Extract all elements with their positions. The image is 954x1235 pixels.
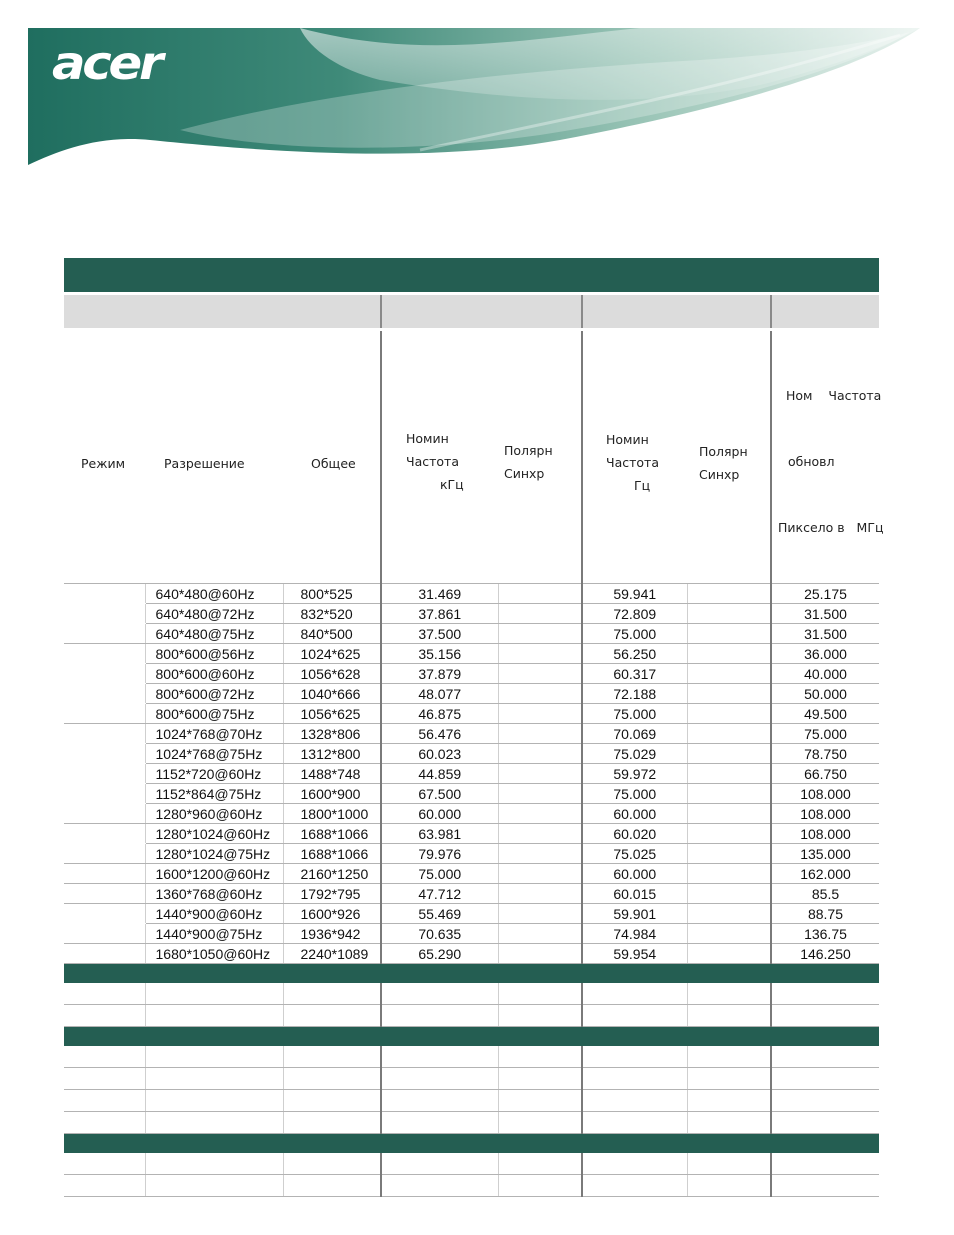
total-cell: 1488*748	[283, 764, 381, 784]
col-vpol-header: Полярн Синхр	[687, 331, 771, 584]
col-hpol-header: Полярн Синхр	[498, 331, 582, 584]
table-row	[64, 844, 879, 864]
table-row	[64, 684, 879, 704]
table-row	[64, 884, 879, 904]
vfreq-cell: 70.069	[582, 724, 687, 744]
vfreq-cell: 59.954	[582, 944, 687, 964]
hfreq-cell: 46.875	[381, 704, 498, 724]
section-bar-2	[64, 964, 879, 984]
resolution-cell: 1680*1050@60Hz	[145, 944, 283, 964]
table-row	[64, 704, 879, 724]
hpol-cell	[498, 864, 582, 884]
resolution-cell: 800*600@60Hz	[145, 664, 283, 684]
resolution-cell: 1440*900@60Hz	[145, 904, 283, 924]
hfreq-cell: 79.976	[381, 844, 498, 864]
hpol-cell	[498, 644, 582, 664]
hpol-cell	[498, 944, 582, 964]
table-row	[64, 864, 879, 884]
mode-cell	[64, 924, 145, 944]
resolution-cell: 800*600@56Hz	[145, 644, 283, 664]
pixel-cell: 40.000	[771, 664, 879, 684]
table-row	[64, 1153, 879, 1175]
hfreq-cell: 63.981	[381, 824, 498, 844]
vpol-cell	[687, 924, 771, 944]
resolution-cell: 1280*960@60Hz	[145, 804, 283, 824]
pixel-cell: 31.500	[771, 624, 879, 644]
vpol-cell	[687, 944, 771, 964]
mode-cell	[64, 784, 145, 804]
table-row	[64, 944, 879, 964]
hpol-cell	[498, 784, 582, 804]
resolution-cell: 640*480@60Hz	[145, 584, 283, 604]
hfreq-cell: 60.000	[381, 804, 498, 824]
table-row	[64, 1090, 879, 1112]
hfreq-cell: 56.476	[381, 724, 498, 744]
hpol-cell	[498, 744, 582, 764]
mode-cell	[64, 844, 145, 864]
resolution-cell: 1360*768@60Hz	[145, 884, 283, 904]
col-pixel-header: Ном Частота обновл Пиксело в МГц	[771, 331, 879, 584]
vfreq-cell: 72.188	[582, 684, 687, 704]
col-hfreq-header: Номин Частота кГц	[381, 331, 498, 584]
table-row	[64, 1068, 879, 1090]
vpol-cell	[687, 744, 771, 764]
vfreq-cell: 60.000	[582, 864, 687, 884]
table-row	[64, 824, 879, 844]
mode-cell	[64, 584, 145, 604]
hfreq-cell: 44.859	[381, 764, 498, 784]
resolution-cell: 1152*720@60Hz	[145, 764, 283, 784]
total-cell: 1328*806	[283, 724, 381, 744]
total-cell: 1688*1066	[283, 824, 381, 844]
mode-cell	[64, 904, 145, 924]
vpol-cell	[687, 644, 771, 664]
mode-cell	[64, 744, 145, 764]
total-cell: 1024*625	[283, 644, 381, 664]
total-cell: 1056*625	[283, 704, 381, 724]
hpol-cell	[498, 804, 582, 824]
table-row	[64, 664, 879, 684]
vfreq-cell: 75.000	[582, 704, 687, 724]
hfreq-cell: 65.290	[381, 944, 498, 964]
table-row	[64, 1046, 879, 1068]
total-cell: 1040*666	[283, 684, 381, 704]
table-row	[64, 584, 879, 604]
vfreq-cell: 74.984	[582, 924, 687, 944]
mode-cell	[64, 944, 145, 964]
vpol-cell	[687, 844, 771, 864]
hfreq-cell: 37.861	[381, 604, 498, 624]
timing-table	[64, 258, 884, 1197]
vfreq-cell: 72.809	[582, 604, 687, 624]
hfreq-cell: 75.000	[381, 864, 498, 884]
vfreq-cell: 60.000	[582, 804, 687, 824]
table-row	[64, 724, 879, 744]
total-cell: 2160*1250	[283, 864, 381, 884]
vpol-cell	[687, 784, 771, 804]
table-row	[64, 604, 879, 624]
hfreq-cell: 35.156	[381, 644, 498, 664]
hpol-cell	[498, 604, 582, 624]
pixel-cell: 146.250	[771, 944, 879, 964]
table-row	[64, 1005, 879, 1027]
mode-cell	[64, 824, 145, 844]
vfreq-cell: 59.972	[582, 764, 687, 784]
pixel-cell: 108.000	[771, 804, 879, 824]
hpol-cell	[498, 684, 582, 704]
pixel-cell: 50.000	[771, 684, 879, 704]
table-row	[64, 624, 879, 644]
total-cell: 1600*900	[283, 784, 381, 804]
hfreq-cell: 37.500	[381, 624, 498, 644]
vpol-cell	[687, 584, 771, 604]
vfreq-cell: 56.250	[582, 644, 687, 664]
resolution-cell: 1024*768@70Hz	[145, 724, 283, 744]
resolution-cell: 640*480@75Hz	[145, 624, 283, 644]
pixel-cell: 108.000	[771, 824, 879, 844]
total-cell: 1600*926	[283, 904, 381, 924]
pixel-cell: 135.000	[771, 844, 879, 864]
pixel-cell: 88.75	[771, 904, 879, 924]
hfreq-cell: 55.469	[381, 904, 498, 924]
table-row	[64, 644, 879, 664]
pixel-cell: 66.750	[771, 764, 879, 784]
table-row	[64, 744, 879, 764]
pixel-cell: 25.175	[771, 584, 879, 604]
table-row	[64, 1175, 879, 1197]
total-cell: 840*500	[283, 624, 381, 644]
table-row	[64, 924, 879, 944]
hfreq-cell: 70.635	[381, 924, 498, 944]
pixel-cell: 75.000	[771, 724, 879, 744]
hfreq-cell: 37.879	[381, 664, 498, 684]
total-cell: 1312*800	[283, 744, 381, 764]
section-bar-3	[64, 1027, 879, 1047]
vfreq-cell: 75.000	[582, 784, 687, 804]
hpol-cell	[498, 884, 582, 904]
vpol-cell	[687, 884, 771, 904]
vpol-cell	[687, 804, 771, 824]
mode-cell	[64, 684, 145, 704]
hpol-cell	[498, 704, 582, 724]
total-cell: 1800*1000	[283, 804, 381, 824]
table-row	[64, 764, 879, 784]
mode-cell	[64, 604, 145, 624]
pixel-cell: 36.000	[771, 644, 879, 664]
hfreq-cell: 48.077	[381, 684, 498, 704]
mode-cell	[64, 864, 145, 884]
vpol-cell	[687, 864, 771, 884]
table-row	[64, 904, 879, 924]
vfreq-cell: 60.317	[582, 664, 687, 684]
vpol-cell	[687, 724, 771, 744]
col-mode-header: Режим	[64, 331, 145, 584]
pixel-cell: 108.000	[771, 784, 879, 804]
total-cell: 1688*1066	[283, 844, 381, 864]
section-bar-4	[64, 1134, 879, 1154]
vpol-cell	[687, 764, 771, 784]
col-resolution-header: Разрешение	[145, 331, 283, 584]
table-row	[64, 1112, 879, 1134]
total-cell: 1936*942	[283, 924, 381, 944]
vpol-cell	[687, 624, 771, 644]
table-row	[64, 983, 879, 1005]
vpol-cell	[687, 664, 771, 684]
resolution-cell: 1280*1024@75Hz	[145, 844, 283, 864]
mode-cell	[64, 664, 145, 684]
hpol-cell	[498, 844, 582, 864]
hpol-cell	[498, 904, 582, 924]
hfreq-cell: 60.023	[381, 744, 498, 764]
total-cell: 1792*795	[283, 884, 381, 904]
resolution-cell: 640*480@72Hz	[145, 604, 283, 624]
pixel-cell: 136.75	[771, 924, 879, 944]
hfreq-cell: 67.500	[381, 784, 498, 804]
mode-cell	[64, 724, 145, 744]
pixel-cell: 49.500	[771, 704, 879, 724]
acer-header-banner	[0, 0, 954, 200]
vpol-cell	[687, 904, 771, 924]
vfreq-cell: 75.000	[582, 624, 687, 644]
vpol-cell	[687, 604, 771, 624]
col-vfreq-header: Номин Частота Гц	[582, 331, 687, 584]
pixel-cell: 78.750	[771, 744, 879, 764]
column-header-row	[64, 331, 879, 584]
banner-graphic	[0, 0, 954, 200]
vfreq-cell: 75.025	[582, 844, 687, 864]
col-total-header: Общее	[283, 331, 381, 584]
mode-cell	[64, 624, 145, 644]
mode-cell	[64, 704, 145, 724]
hpol-cell	[498, 664, 582, 684]
vfreq-cell: 59.901	[582, 904, 687, 924]
hpol-cell	[498, 924, 582, 944]
resolution-cell: 1600*1200@60Hz	[145, 864, 283, 884]
hpol-cell	[498, 584, 582, 604]
vpol-cell	[687, 684, 771, 704]
hpol-cell	[498, 764, 582, 784]
hpol-cell	[498, 624, 582, 644]
resolution-cell: 1152*864@75Hz	[145, 784, 283, 804]
resolution-cell: 1280*1024@60Hz	[145, 824, 283, 844]
hfreq-cell: 47.712	[381, 884, 498, 904]
group-header-row	[64, 295, 879, 328]
vfreq-cell: 75.029	[582, 744, 687, 764]
pixel-cell: 31.500	[771, 604, 879, 624]
total-cell: 800*525	[283, 584, 381, 604]
resolution-cell: 1024*768@75Hz	[145, 744, 283, 764]
mode-cell	[64, 804, 145, 824]
pixel-cell: 162.000	[771, 864, 879, 884]
pixel-cell: 85.5	[771, 884, 879, 904]
vfreq-cell: 60.020	[582, 824, 687, 844]
mode-cell	[64, 884, 145, 904]
vfreq-cell: 59.941	[582, 584, 687, 604]
mode-cell	[64, 764, 145, 784]
table-row	[64, 804, 879, 824]
hpol-cell	[498, 824, 582, 844]
total-cell: 2240*1089	[283, 944, 381, 964]
vfreq-cell: 60.015	[582, 884, 687, 904]
table-row	[64, 784, 879, 804]
hpol-cell	[498, 724, 582, 744]
vpol-cell	[687, 824, 771, 844]
resolution-cell: 1440*900@75Hz	[145, 924, 283, 944]
resolution-cell: 800*600@72Hz	[145, 684, 283, 704]
total-cell: 832*520	[283, 604, 381, 624]
vpol-cell	[687, 704, 771, 724]
table-title-bar	[64, 258, 879, 292]
hfreq-cell: 31.469	[381, 584, 498, 604]
total-cell: 1056*628	[283, 664, 381, 684]
mode-cell	[64, 644, 145, 664]
resolution-cell: 800*600@75Hz	[145, 704, 283, 724]
acer-logo: acer	[52, 36, 161, 90]
